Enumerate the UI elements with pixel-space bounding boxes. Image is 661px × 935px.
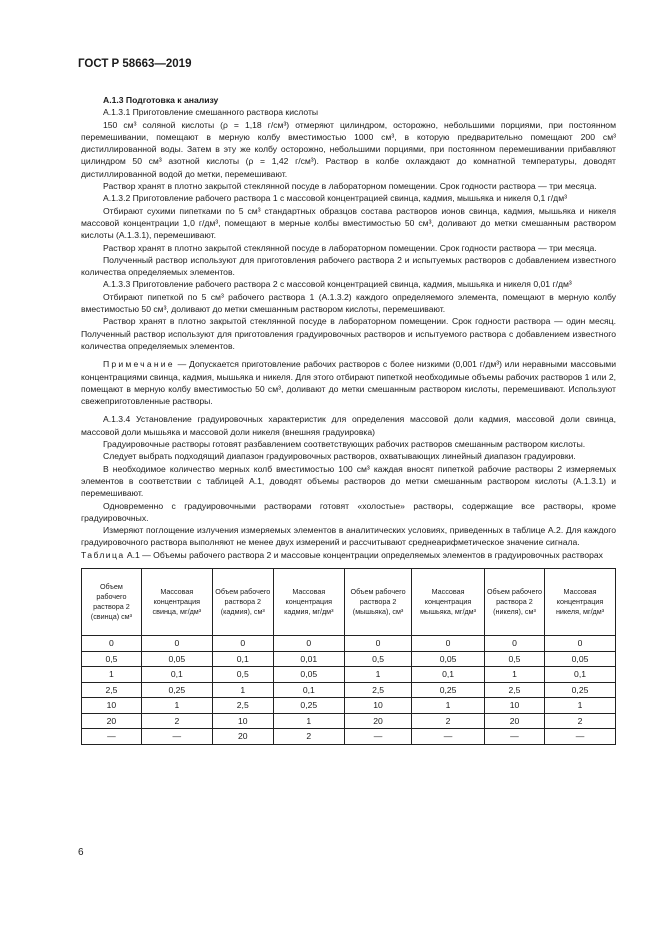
- table-cell: 2,5: [484, 682, 544, 698]
- table-header-cell: Объем рабочего раствора 2 (никеля), см³: [484, 569, 544, 636]
- table-cell: —: [484, 729, 544, 745]
- table-cell: 0,25: [141, 682, 212, 698]
- table-cell: —: [344, 729, 411, 745]
- paragraph: Одновременно с градуировочными растворами готовят «холостые» растворы, содержащие все растворы, кроме градуировочных.: [81, 500, 616, 523]
- table-cell: 0,05: [273, 667, 344, 683]
- table-cell: 2: [412, 713, 485, 729]
- paragraph: Полученный раствор используют для приготовления рабочего раствора 2 и испытуемых растворов с добавлением известного количества определяемых элементов.: [81, 254, 616, 278]
- paragraph: Следует выбрать подходящий диапазон градуировочных растворов, охватывающих линейный диапазон градуировки.: [103, 451, 576, 462]
- table-cell: 0: [212, 636, 273, 652]
- paragraph: Отбирают пипеткой по 5 см³ рабочего раствора 1 (А.1.3.2) каждого определяемого элемента, помещают в мерную колбу вместимостью 50 см³, доливают до метки смешанным раствором кислоты, перемешивают.: [81, 291, 616, 315]
- table-cell: 2,5: [82, 682, 142, 698]
- table-header-cell: Объем рабочего раствора 2 (мышьяка), см³: [344, 569, 411, 636]
- table-cell: 1: [212, 682, 273, 698]
- table-cell: 0,5: [484, 651, 544, 667]
- paragraph: Измеряют поглощение излучения измеряемых элементов в аналитических условиях, приведенных в таблице А.2. Для каждого градуировочного раствора выполняют не менее двух измерений и рассчитывают среднеарифметическое значение сигнала.: [81, 525, 616, 548]
- table-header-cell: Объем рабочего раствора 2 (кадмия), см³: [212, 569, 273, 636]
- table-row: [82, 713, 616, 729]
- paragraph: 150 см³ соляной кислоты (ρ = 1,18 г/см³) отмеряют цилиндром, осторожно, небольшими порциями, при постоянном перемешивании, помещают в мерную колбу вместимостью 1000 см³, в которую предварительно помещают 200 см³ дистиллированной воды. Затем в эту же колбу осторожно, небольшими порциями, при постоянном перемешивании прибавляют цилиндром 50 см³ азотной кислоты (ρ = 1,42 г/см³). Раствор в колбе охлаждают до комнатной температуры, доводят дистиллированной водой до метки, перемешивают.: [81, 119, 616, 179]
- table-cell: 1: [412, 698, 485, 714]
- table-cell: 0: [273, 636, 344, 652]
- paragraph: Отбирают сухими пипетками по 5 см³ стандартных образцов состава растворов ионов свинца, кадмия, мышьяка и никеля массовой концентрации 1,0 г/дм³, помещают в мерные колбы вместимостью 50 см³, доливают до метки смешанным раствором кислоты (А.1.3.1), перемешивают.: [81, 205, 616, 241]
- section-heading: A.1.3 Подготовка к анализу: [103, 95, 219, 105]
- table-cell: —: [82, 729, 142, 745]
- table-cell: 0,5: [212, 667, 273, 683]
- table-cell: 10: [212, 713, 273, 729]
- table-cell: 0: [545, 636, 616, 652]
- table-cell: 0: [82, 636, 142, 652]
- table-row: [82, 698, 616, 714]
- table-cell: 0,05: [141, 651, 212, 667]
- table-cell: 1: [273, 713, 344, 729]
- table-cell: 0,1: [273, 682, 344, 698]
- table-row: [82, 667, 616, 683]
- table-cell: 0,1: [141, 667, 212, 683]
- table-header-row: [82, 569, 616, 636]
- table-cell: 1: [484, 667, 544, 683]
- paragraph: Раствор хранят в плотно закрытой стеклянной посуде в лабораторном помещении. Срок годности раствора — один месяц. Полученный раствор используют для приготовления градуировочных растворов и испытуемого раствора с добавлением известного количества определяемых элементов.: [81, 316, 616, 351]
- paragraph: В необходимое количество мерных колб вместимостью 100 см³ каждая вносят пипеткой рабочие растворы 2 измеряемых элементов в соответствии с таблицей А.1, доводят объемы растворов до метки смешанным раствором кислоты (А.1.3.1) и перемешивают.: [81, 463, 616, 499]
- table-cell: 2: [141, 713, 212, 729]
- table-caption: Таблица А.1 — Объемы рабочего раствора 2 и массовые концентрации определяемых элементов в градуировочных растворах: [81, 549, 603, 560]
- table-cell: —: [412, 729, 485, 745]
- paragraph: Раствор хранят в плотно закрытой стеклянной посуде в лабораторном помещении. Срок годности раствора — три месяца.: [103, 181, 597, 192]
- page-number: 6: [78, 847, 84, 858]
- paragraph: Градуировочные растворы готовят разбавлением соответствующих рабочих растворов смешанным раствором кислоты.: [103, 439, 586, 450]
- table-cell: 1: [82, 667, 142, 683]
- table-cell: 1: [545, 698, 616, 714]
- table-cell: 20: [484, 713, 544, 729]
- table-header-cell: Объем рабочего раствора 2 (свинца) см³: [82, 569, 142, 636]
- table-cell: 0: [344, 636, 411, 652]
- table-cell: 10: [484, 698, 544, 714]
- table-header-cell: Массовая концентрация кадмия, мг/дм³: [273, 569, 344, 636]
- table-cell: 0,1: [212, 651, 273, 667]
- paragraph: А.1.3.1 Приготовление смешанного раствора кислоты: [103, 107, 319, 118]
- table-cell: 10: [82, 698, 142, 714]
- table-cell: 0,5: [344, 651, 411, 667]
- table-row: [82, 682, 616, 698]
- table-cell: 20: [344, 713, 411, 729]
- table-cell: —: [141, 729, 212, 745]
- paragraph: А.1.3.3 Приготовление рабочего раствора 2 с массовой концентрацией свинца, кадмия, мышьяка и никеля 0,01 г/дм³: [103, 279, 572, 290]
- table-cell: —: [545, 729, 616, 745]
- table-row: [82, 729, 616, 745]
- table-cell: 0,01: [273, 651, 344, 667]
- table-header-cell: Массовая концентрация никеля, мг/дм³: [545, 569, 616, 636]
- table-cell: 2,5: [344, 682, 411, 698]
- table-header-cell: Массовая концентрация свинца, мг/дм³: [141, 569, 212, 636]
- table-cell: 20: [82, 713, 142, 729]
- table-cell: 0,5: [82, 651, 142, 667]
- table-cell: 0,25: [273, 698, 344, 714]
- table-cell: 10: [344, 698, 411, 714]
- document-header: ГОСТ Р 58663—2019: [78, 58, 192, 70]
- document-body: [81, 94, 616, 561]
- table-row: [82, 651, 616, 667]
- table-cell: 0: [412, 636, 485, 652]
- table-cell: 0,1: [412, 667, 485, 683]
- table-cell: 1: [141, 698, 212, 714]
- table-cell: 0: [141, 636, 212, 652]
- table-cell: 2: [273, 729, 344, 745]
- table-cell: 0,05: [545, 651, 616, 667]
- table-header-cell: Массовая концентрация мышьяка, мг/дм³: [412, 569, 485, 636]
- table-cell: 0,25: [412, 682, 485, 698]
- table-cell: 0: [484, 636, 544, 652]
- table-cell: 1: [344, 667, 411, 683]
- table-cell: 0,05: [412, 651, 485, 667]
- paragraph: А.1.3.2 Приготовление рабочего раствора 1 с массовой концентрацией свинца, кадмия, мышьяка и никеля 0,1 г/дм³: [103, 193, 567, 204]
- table-cell: 2: [545, 713, 616, 729]
- table-cell: 20: [212, 729, 273, 745]
- table-cell: 2,5: [212, 698, 273, 714]
- paragraph: А.1.3.4 Установление градуировочных характеристик для определения массовой доли кадмия, массовой доли свинца, массовой доли мышьяка и массовой доли никеля (внешняя градуировка): [81, 414, 616, 437]
- table-cell: 0,1: [545, 667, 616, 683]
- paragraph: Раствор хранят в плотно закрытой стеклянной посуде в лабораторном помещении. Срок годности раствора — три месяца.: [103, 242, 597, 253]
- table-cell: 0,25: [545, 682, 616, 698]
- table-row: [82, 636, 616, 652]
- note-paragraph: Примечание — Допускается приготовление рабочих растворов с более низкими (0,001 г/дм³) или неравными массовыми концентрациями свинца, кадмия, мышьяка и никеля. Для этого отбирают пипеткой необходимые объемы рабочих растворов 1 или 2, помещают в мерную колбу вместимостью 50 см³, доливают до метки смешанным раствором кислоты, перемешивают. Используют свежеприготовленные растворы.: [81, 359, 616, 407]
- calibration-table: [81, 568, 616, 745]
